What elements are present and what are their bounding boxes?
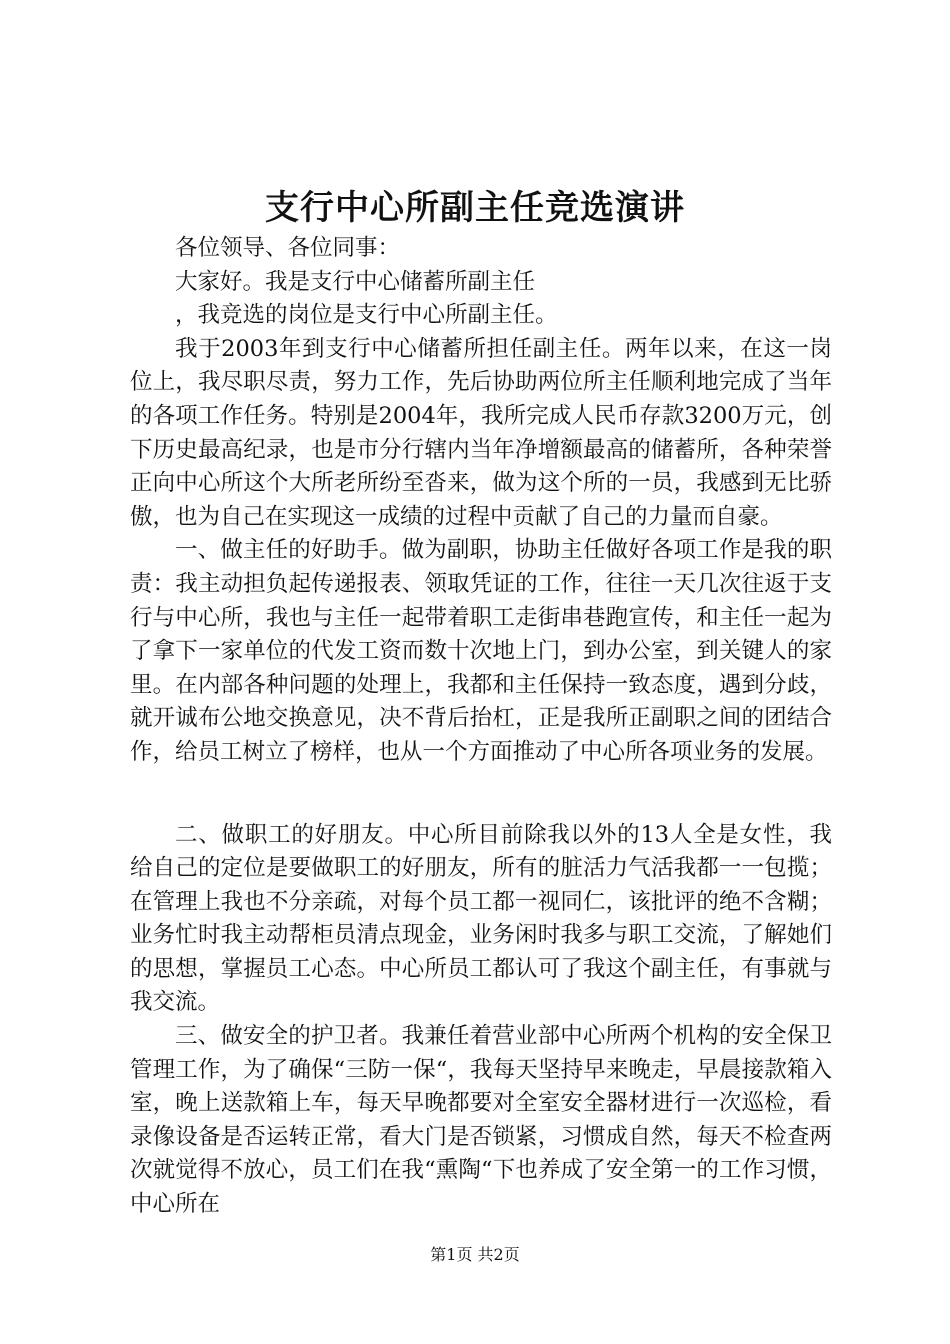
document-body bbox=[130, 232, 832, 1222]
position-paragraph: ，我竞选的岗位是支行中心所副主任。 bbox=[175, 302, 558, 329]
greeting-paragraph: 各位领导、各位同事： bbox=[175, 235, 401, 261]
section-three-paragraph: 三、做安全的护卫者。我兼任着营业部中心所两个机构的安全保卫管理工作，为了确保“三防一保“，我每天坚持早来晚走，早晨接款箱入室，晚上送款箱上车，每天早晚都要对全室安全器材进行一次巡检，看录像设备是否运转正常，看大门是否锁紧，习惯成自然，每天不检查两次就觉得不放心，员工们在我“熏陶“下也养成了安全第一的工作习惯，中心所在 bbox=[130, 1023, 832, 1218]
page-number-footer: 第1页 共2页 bbox=[430, 1245, 520, 1264]
paragraph-spacer bbox=[130, 770, 832, 819]
document-title: 支行中心所副主任竞选演讲 bbox=[265, 188, 685, 228]
intro-paragraph: 大家好。我是支行中心储蓄所副主任 bbox=[175, 268, 536, 295]
experience-paragraph: 我于2003年到支行中心储蓄所担任副主任。两年以来，在这一岗位上，我尽职尽责，努力工作，先后协助两位所主任顺利地完成了当年的各项工作任务。特别是2004年，我所完成人民币存款3200万元，创下历史最高纪录，也是市分行辖内当年净增额最高的储蓄所，各种荣誉正向中心所这个大所老所纷至沓来，做为这个所的一员，我感到无比骄傲，也为自己在实现这一成绩的过程中贡献了自己的力量而自豪。 bbox=[130, 335, 832, 530]
section-two-paragraph: 二、做职工的好朋友。中心所目前除我以外的13人全是女性，我给自己的定位是要做职工的好朋友，所有的脏活力气活我都一一包揽；在管理上我也不分亲疏，对每个员工都一视同仁，该批评的绝不含糊；业务忙时我主动帮柜员清点现金，业务闲时我多与职工交流，了解她们的思想，掌握员工心态。中心所员工都认可了我这个副主任，有事就与我交流。 bbox=[130, 821, 832, 1016]
section-one-paragraph: 一、做主任的好助手。做为副职，协助主任做好各项工作是我的职责：我主动担负起传递报表、领取凭证的工作，往往一天几次往返于支行与中心所，我也与主任一起带着职工走街串巷跑宣传，和主任一起为了拿下一家单位的代发工资而数十次地上门，到办公室，到关键人的家里。在内部各种问题的处理上，我都和主任保持一致态度，遇到分歧，就开诚布公地交换意见，决不背后抬杠，正是我所正副职之间的团结合作，给员工树立了榜样，也从一个方面推动了中心所各项业务的发展。 bbox=[130, 537, 832, 765]
